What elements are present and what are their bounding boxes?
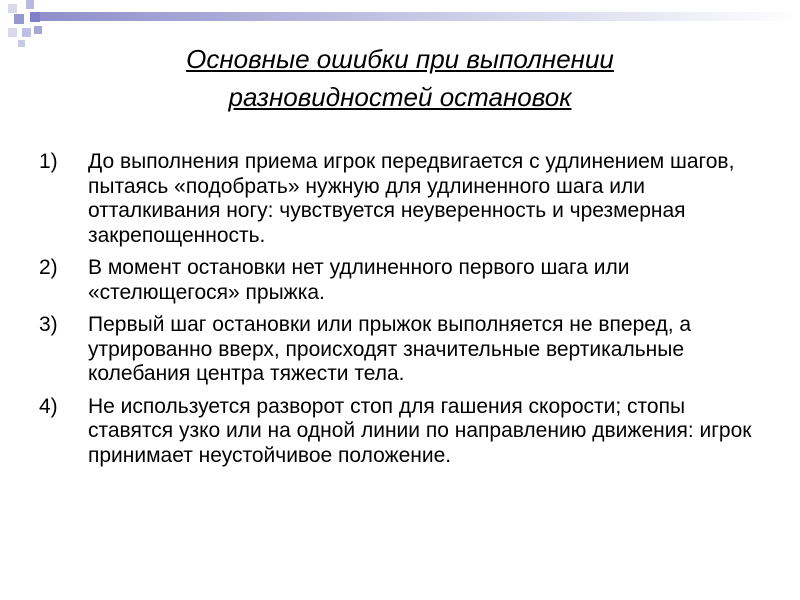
deco-square: [34, 26, 42, 34]
list-item-text: До выполнения приема игрок передвигается с удлинением шагов, пытаясь «подобрать» нужную для удлиненного шага или отталкивания ногу: чувствуется неуверенность и чрезмерная закрепощенность.: [88, 150, 735, 247]
deco-square: [30, 12, 40, 22]
list-item: [39, 395, 769, 469]
slide-title-line-1: Основные ошибки при выполнении: [186, 44, 614, 74]
slide-title: [70, 40, 730, 116]
header-gradient-bar: [40, 12, 800, 21]
list-item-number: 4): [39, 394, 58, 418]
deco-square: [8, 4, 17, 13]
list-item: [39, 313, 769, 387]
deco-square: [8, 28, 17, 37]
list-item-text: Первый шаг остановки или прыжок выполняется не вперед, а утрированно вверх, происходят значительные вертикальные колебания центра тяжести тела.: [88, 313, 692, 385]
list-item: [39, 150, 769, 248]
list-item: [39, 256, 769, 305]
error-list: [39, 150, 769, 476]
list-item-text: В момент остановки нет удлиненного первого шага или «стелющегося» прыжка.: [88, 256, 630, 304]
list-item-number: 1): [39, 150, 58, 173]
slide-title-line-2: разновидностей остановок: [228, 82, 572, 112]
deco-square: [14, 14, 24, 24]
list-item-number: 3): [39, 313, 58, 336]
list-item-text: Не используется разворот стоп для гашения скорости; стопы ставятся узко или на одной линии по направлению движения: игрок принимает неустойчивое положение.: [88, 394, 752, 467]
deco-square: [18, 40, 25, 47]
deco-square: [22, 28, 31, 37]
list-item-number: 2): [39, 256, 58, 279]
deco-square: [26, 0, 34, 9]
